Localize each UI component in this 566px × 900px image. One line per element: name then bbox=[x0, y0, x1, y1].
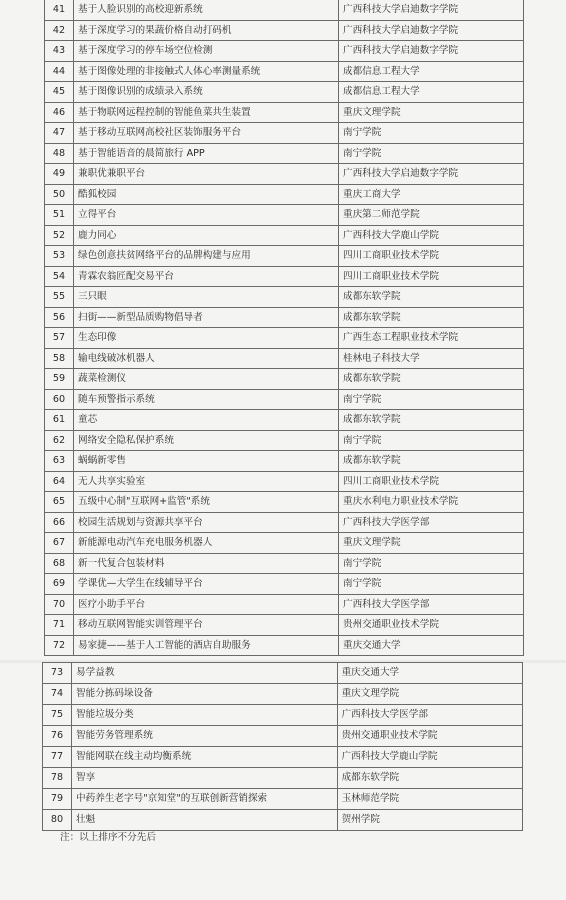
project-name: 童芯 bbox=[74, 410, 339, 431]
school-name: 广西生态工程职业技术学院 bbox=[339, 328, 524, 349]
row-number: 56 bbox=[45, 307, 74, 328]
table-row bbox=[45, 430, 524, 451]
footnote: 注：以上排序不分先后 bbox=[60, 832, 156, 843]
table-row bbox=[45, 594, 524, 615]
project-name: 智享 bbox=[72, 768, 338, 789]
row-number: 54 bbox=[45, 266, 74, 287]
table-row bbox=[45, 82, 524, 103]
project-name: 智能网联在线主动均衡系统 bbox=[72, 747, 338, 768]
school-name: 成都东软学院 bbox=[339, 451, 524, 472]
project-name: 网络安全隐私保护系统 bbox=[74, 430, 339, 451]
table-row bbox=[45, 20, 524, 41]
project-name: 青霖农翁匠配交易平台 bbox=[74, 266, 339, 287]
project-name: 酷狐校园 bbox=[74, 184, 339, 205]
school-name: 广西科技大学启迪数字学院 bbox=[339, 41, 524, 62]
school-name: 贵州交通职业技术学院 bbox=[337, 726, 522, 747]
school-name: 广西科技大学启迪数字学院 bbox=[339, 164, 524, 185]
row-number: 45 bbox=[45, 82, 74, 103]
school-name: 成都信息工程大学 bbox=[339, 61, 524, 82]
project-name: 基于人脸识别的高校迎新系统 bbox=[74, 0, 339, 20]
table-row bbox=[45, 512, 524, 533]
school-name: 成都东软学院 bbox=[339, 287, 524, 308]
table-row bbox=[45, 328, 524, 349]
project-name: 新能源电动汽车充电服务机器人 bbox=[74, 533, 339, 554]
school-name: 广西科技大学鹿山学院 bbox=[339, 225, 524, 246]
award-list-table bbox=[44, 0, 524, 656]
table-row bbox=[43, 810, 523, 831]
row-number: 69 bbox=[45, 574, 74, 595]
table-row bbox=[43, 747, 523, 768]
school-name: 南宁学院 bbox=[339, 143, 524, 164]
table-row bbox=[45, 369, 524, 390]
school-name: 重庆第二师范学院 bbox=[339, 205, 524, 226]
project-name: 壮魁 bbox=[72, 810, 338, 831]
row-number: 53 bbox=[45, 246, 74, 267]
school-name: 四川工商职业技术学院 bbox=[339, 471, 524, 492]
project-name: 兼职优兼职平台 bbox=[74, 164, 339, 185]
school-name: 重庆交通大学 bbox=[337, 663, 522, 684]
project-name: 基于深度学习的停车场空位检测 bbox=[74, 41, 339, 62]
table-row bbox=[45, 205, 524, 226]
project-name: 易家捷——基于人工智能的酒店自助服务 bbox=[74, 635, 339, 656]
row-number: 78 bbox=[43, 768, 72, 789]
row-number: 50 bbox=[45, 184, 74, 205]
school-name: 南宁学院 bbox=[339, 574, 524, 595]
project-name: 输电线破冰机器人 bbox=[74, 348, 339, 369]
project-name: 基于图像处理的非接触式人体心率测量系统 bbox=[74, 61, 339, 82]
school-name: 广西科技大学启迪数字学院 bbox=[339, 0, 524, 20]
school-name: 南宁学院 bbox=[339, 389, 524, 410]
school-name: 广西科技大学鹿山学院 bbox=[337, 747, 522, 768]
row-number: 61 bbox=[45, 410, 74, 431]
project-name: 智能劳务管理系统 bbox=[72, 726, 338, 747]
row-number: 71 bbox=[45, 615, 74, 636]
table-row bbox=[45, 492, 524, 513]
project-name: 基于物联网远程控制的智能鱼菜共生装置 bbox=[74, 102, 339, 123]
row-number: 73 bbox=[43, 663, 72, 684]
project-name: 学课优—大学生在线辅导平台 bbox=[74, 574, 339, 595]
row-number: 80 bbox=[43, 810, 72, 831]
project-name: 智能分拣码垛设备 bbox=[72, 684, 338, 705]
table-row bbox=[45, 615, 524, 636]
project-name: 易学益教 bbox=[72, 663, 338, 684]
table-row bbox=[45, 451, 524, 472]
row-number: 43 bbox=[45, 41, 74, 62]
row-number: 77 bbox=[43, 747, 72, 768]
table-row bbox=[43, 789, 523, 810]
school-name: 南宁学院 bbox=[339, 430, 524, 451]
table-row bbox=[45, 164, 524, 185]
project-name: 基于移动互联网高校社区装饰服务平台 bbox=[74, 123, 339, 144]
table-row bbox=[45, 143, 524, 164]
table-row bbox=[45, 574, 524, 595]
row-number: 42 bbox=[45, 20, 74, 41]
table-row bbox=[45, 0, 524, 20]
table-row bbox=[45, 307, 524, 328]
row-number: 66 bbox=[45, 512, 74, 533]
row-number: 74 bbox=[43, 684, 72, 705]
row-number: 51 bbox=[45, 205, 74, 226]
school-name: 成都东软学院 bbox=[339, 369, 524, 390]
school-name: 四川工商职业技术学院 bbox=[339, 266, 524, 287]
school-name: 成都东软学院 bbox=[339, 410, 524, 431]
table-row bbox=[45, 635, 524, 656]
table-row bbox=[45, 287, 524, 308]
row-number: 59 bbox=[45, 369, 74, 390]
project-name: 智能垃圾分类 bbox=[72, 705, 338, 726]
project-name: 基于图像识别的成绩录入系统 bbox=[74, 82, 339, 103]
row-number: 75 bbox=[43, 705, 72, 726]
school-name: 广西科技大学启迪数字学院 bbox=[339, 20, 524, 41]
school-name: 广西科技大学医学部 bbox=[339, 512, 524, 533]
project-name: 三只眼 bbox=[74, 287, 339, 308]
project-name: 医疗小助手平台 bbox=[74, 594, 339, 615]
project-name: 基于深度学习的果蔬价格自动打码机 bbox=[74, 20, 339, 41]
row-number: 46 bbox=[45, 102, 74, 123]
table-row bbox=[45, 225, 524, 246]
school-name: 贵州交通职业技术学院 bbox=[339, 615, 524, 636]
school-name: 重庆交通大学 bbox=[339, 635, 524, 656]
row-number: 60 bbox=[45, 389, 74, 410]
row-number: 57 bbox=[45, 328, 74, 349]
row-number: 62 bbox=[45, 430, 74, 451]
table-row bbox=[43, 768, 523, 789]
table-row bbox=[45, 41, 524, 62]
row-number: 47 bbox=[45, 123, 74, 144]
project-name: 蜗蜗新零售 bbox=[74, 451, 339, 472]
row-number: 65 bbox=[45, 492, 74, 513]
row-number: 58 bbox=[45, 348, 74, 369]
row-number: 70 bbox=[45, 594, 74, 615]
school-name: 桂林电子科技大学 bbox=[339, 348, 524, 369]
school-name: 贺州学院 bbox=[337, 810, 522, 831]
school-name: 广西科技大学医学部 bbox=[337, 705, 522, 726]
table-row bbox=[43, 684, 523, 705]
project-name: 无人共享实验室 bbox=[74, 471, 339, 492]
project-name: 校园生活规划与资源共享平台 bbox=[74, 512, 339, 533]
school-name: 南宁学院 bbox=[339, 123, 524, 144]
school-name: 成都东软学院 bbox=[339, 307, 524, 328]
row-number: 68 bbox=[45, 553, 74, 574]
project-name: 绿色创意扶贫网络平台的品牌构建与应用 bbox=[74, 246, 339, 267]
table-row bbox=[43, 663, 523, 684]
project-name: 生态印像 bbox=[74, 328, 339, 349]
row-number: 72 bbox=[45, 635, 74, 656]
project-name: 蔬菜检测仪 bbox=[74, 369, 339, 390]
table-row bbox=[45, 123, 524, 144]
table-row bbox=[45, 184, 524, 205]
table-row bbox=[45, 410, 524, 431]
school-name: 广西科技大学医学部 bbox=[339, 594, 524, 615]
table-row bbox=[45, 61, 524, 82]
row-number: 67 bbox=[45, 533, 74, 554]
project-name: 基于智能语音的晨简旅行 APP bbox=[74, 143, 339, 164]
project-name: 移动互联网智能实训管理平台 bbox=[74, 615, 339, 636]
project-name: 五级中心制"互联网+监管"系统 bbox=[74, 492, 339, 513]
row-number: 41 bbox=[45, 0, 74, 20]
table-row bbox=[43, 705, 523, 726]
project-name: 立得平台 bbox=[74, 205, 339, 226]
project-name: 中药养生老字号"京知堂"的互联创新营销探索 bbox=[72, 789, 338, 810]
table-row bbox=[43, 726, 523, 747]
school-name: 重庆工商大学 bbox=[339, 184, 524, 205]
table-row bbox=[45, 246, 524, 267]
table-row bbox=[45, 102, 524, 123]
row-number: 44 bbox=[45, 61, 74, 82]
table-row bbox=[45, 471, 524, 492]
row-number: 76 bbox=[43, 726, 72, 747]
table-row bbox=[45, 266, 524, 287]
table-row bbox=[45, 389, 524, 410]
project-name: 扫街——新型品质购物倡导者 bbox=[74, 307, 339, 328]
row-number: 55 bbox=[45, 287, 74, 308]
school-name: 四川工商职业技术学院 bbox=[339, 246, 524, 267]
row-number: 79 bbox=[43, 789, 72, 810]
table-row bbox=[45, 348, 524, 369]
school-name: 成都东软学院 bbox=[337, 768, 522, 789]
school-name: 重庆文理学院 bbox=[339, 102, 524, 123]
school-name: 重庆文理学院 bbox=[339, 533, 524, 554]
table-row bbox=[45, 533, 524, 554]
project-name: 随车预警指示系统 bbox=[74, 389, 339, 410]
project-name: 新一代复合包装材料 bbox=[74, 553, 339, 574]
row-number: 64 bbox=[45, 471, 74, 492]
school-name: 重庆水利电力职业技术学院 bbox=[339, 492, 524, 513]
award-list-table-continued bbox=[42, 662, 523, 831]
table-row bbox=[45, 553, 524, 574]
row-number: 49 bbox=[45, 164, 74, 185]
school-name: 玉林师范学院 bbox=[337, 789, 522, 810]
project-name: 鹿力同心 bbox=[74, 225, 339, 246]
school-name: 成都信息工程大学 bbox=[339, 82, 524, 103]
row-number: 52 bbox=[45, 225, 74, 246]
row-number: 63 bbox=[45, 451, 74, 472]
school-name: 重庆文理学院 bbox=[337, 684, 522, 705]
row-number: 48 bbox=[45, 143, 74, 164]
school-name: 南宁学院 bbox=[339, 553, 524, 574]
